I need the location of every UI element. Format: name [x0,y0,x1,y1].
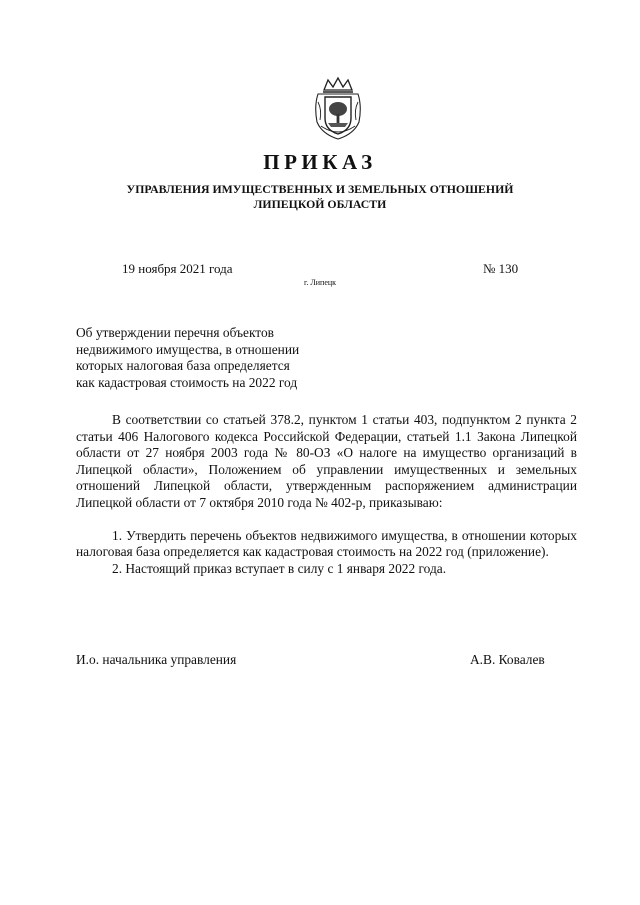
document-date: 19 ноября 2021 года [122,261,233,276]
document-city: г. Липецк [303,278,337,287]
signer-name: А.В. Ковалев [470,652,545,667]
preamble-paragraph: В соответствии со статьей 378.2, пунктом 1 статьи 403, подпунктом 2 пункта 2 статьи 406 Налогового кодекса Российской Федерации, статьей 1.1 Закона Липецкой области от 27 ноября 2003 года № 80-ОЗ «О налоге на имущество организаций в Липецкой области», Положением об управлении имущественных и земельных отношений Липецкой области, утвержденным распоряжением администрации Липецкой области от 7 октября 2010 года № 402-р, приказываю: [76,412,577,510]
subject-line: которых налоговая база определяется [76,358,290,373]
coat-of-arms-icon [312,76,364,142]
subject-line: недвижимого имущества, в отношении [76,341,300,357]
issuing-authority [0,182,640,212]
subject-line: Об утверждении перечня объектов [76,325,275,340]
document-subject [76,325,336,391]
issuing-authority-line-1: УПРАВЛЕНИЯ ИМУЩЕСТВЕННЫХ И ЗЕМЕЛЬНЫХ ОТНОШЕНИЙ [126,182,514,196]
document-body [76,412,577,577]
signer-position: И.о. начальника управления [76,652,237,667]
document-title: ПРИКАЗ [263,150,377,174]
issuing-authority-line-2: ЛИПЕЦКОЙ ОБЛАСТИ [253,197,387,211]
document-number: № 130 [483,261,519,276]
order-item-1: 1. Утвердить перечень объектов недвижимого имущества, в отношении которых налоговая база определяется как кадастровая стоимость на 2022 год (приложение). [76,527,577,560]
order-item-2: 2. Настоящий приказ вступает в силу с 1 января 2022 года. [112,560,447,576]
subject-line: как кадастровая стоимость на 2022 год [76,374,298,390]
